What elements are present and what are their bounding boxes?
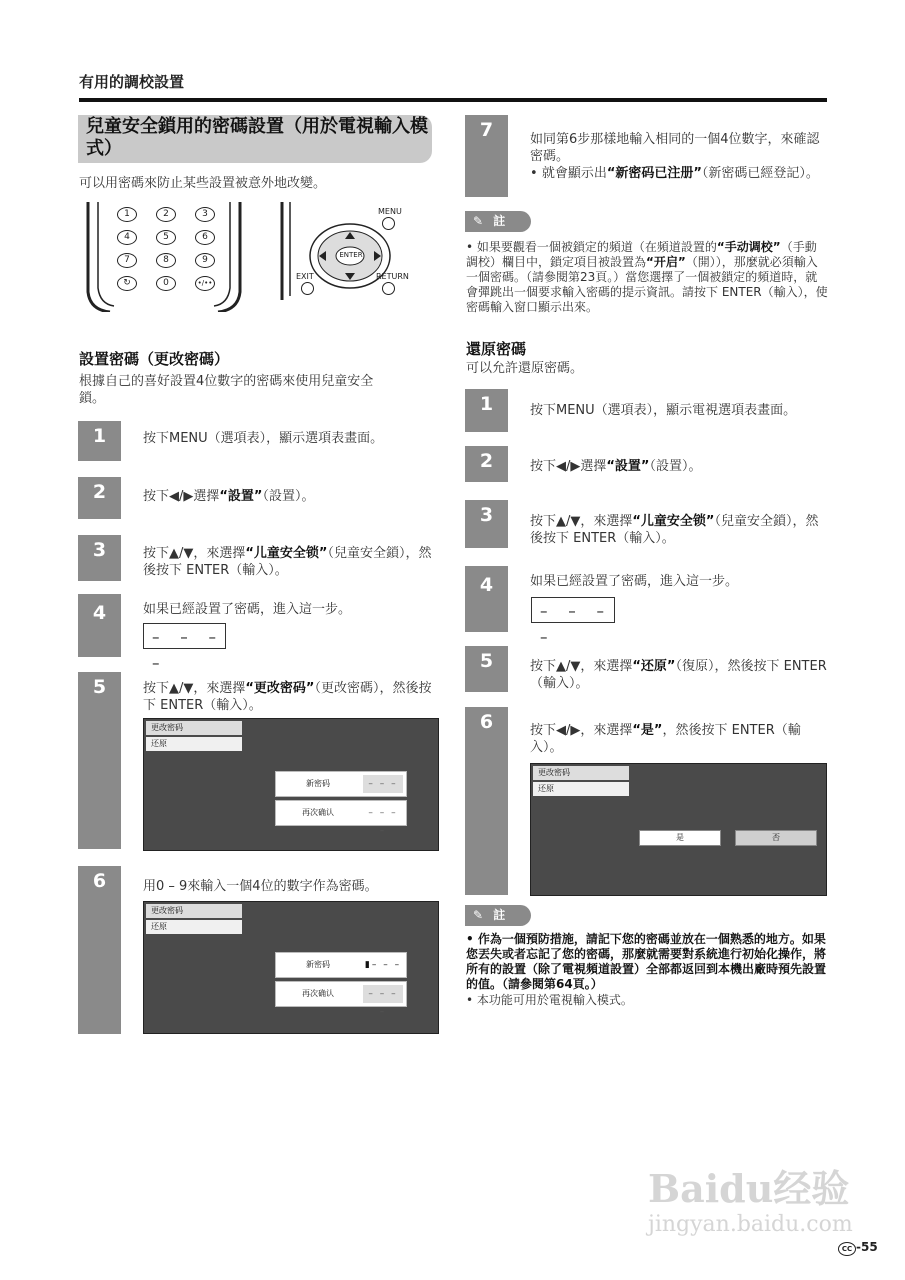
- key-4: 4: [117, 230, 137, 245]
- osd-menu-item: 还原: [533, 782, 629, 796]
- page-title: 兒童安全鎖用的密碼設置（用於電視輸入模式）: [86, 116, 428, 159]
- step-text: 按下◀/▶選擇“設置”（設置）。: [143, 489, 315, 504]
- set-password-heading: 設置密碼（更改密碼）: [79, 350, 230, 368]
- key-6: 6: [195, 230, 215, 245]
- step-text: 如果已經設置了密碼，進入這一步。: [530, 574, 739, 589]
- key-7: 7: [117, 253, 137, 268]
- step-text: 按下▲/▼，來選擇“还原”（復原），然後按下 ENTER（輸入）。: [530, 659, 827, 691]
- note-label: ✎ 註: [465, 905, 531, 926]
- step-tab: 6: [78, 866, 121, 1034]
- reset-password-desc: 可以允許還原密碼。: [466, 361, 584, 376]
- key-9: 9: [195, 253, 215, 268]
- step-text: 按下▲/▼，來選擇“儿童安全锁”（兒童安全鎖），然後按下 ENTER（輸入）。: [143, 546, 432, 578]
- step-tab: 5: [78, 672, 121, 849]
- osd-menu-item: 还原: [146, 920, 242, 934]
- step-text: 按下◀/▶，來選擇“是”，然後按下 ENTER（輸入）。: [530, 723, 801, 755]
- osd-screen: [143, 718, 439, 851]
- remote-illustration: [80, 200, 409, 312]
- new-password-field: 新密码 ▮– – –: [275, 952, 407, 978]
- note-bullet: • 作為一個預防措施，請記下您的密碼並放在一個熟悉的地方。如果您丟失或者忘記了您的密碼，那麼就需要對系統進行初始化操作，將所有的設置（除了電視頻道設置）全部都返回到本機出廠時預先設置的值。（請參閱第64頁。）: [466, 932, 827, 991]
- step-tab: 6: [465, 707, 508, 895]
- confirm-password-field: 再次确认 – – – –: [275, 800, 407, 826]
- note-bullet: • 本功能可用於電視輸入模式。: [466, 993, 633, 1007]
- header-rule: [79, 98, 827, 102]
- enter-key-label: ENTER: [339, 251, 363, 259]
- no-button[interactable]: 否: [735, 830, 817, 846]
- step-text: 如果已經設置了密碼，進入這一步。: [143, 602, 352, 617]
- watermark-logo: Baidu经验: [648, 1166, 850, 1211]
- step-text: 按下▲/▼，來選擇“儿童安全锁”（兒童安全鎖），然後按下 ENTER（輸入）。: [530, 514, 819, 546]
- step-tab: 4: [78, 594, 121, 657]
- new-password-field: 新密码 – – –: [275, 771, 407, 797]
- step-tab: 2: [78, 477, 121, 519]
- key-3: 3: [195, 207, 215, 222]
- step-tab: 5: [465, 646, 508, 692]
- menu-label: MENU: [378, 207, 402, 216]
- key-0: 0: [156, 276, 176, 291]
- note-bullet: • 如果要觀看一個被鎖定的頻道（在頻道設置的“手动调校”（手動調校）欄目中，鎖定項目被設置為“开启”（開）），那麼就必須輸入一個密碼。（請參閱第23頁。）當您選擇了一個被鎖定的頻道時，就會彈跳出一個要求輸入密碼的提示資訊。請按下 ENTER（輸入），使密碼輸入窗口顯示出來。: [466, 240, 828, 314]
- return-label: RETURN: [376, 272, 409, 281]
- password-box: – – – –: [143, 623, 226, 649]
- step-bullet: • 就會顯示出“新密码已注册”（新密碼已經登記）。: [530, 166, 819, 181]
- osd-menu-item: 更改密码: [146, 721, 242, 735]
- section-header: 有用的調校設置: [79, 73, 185, 91]
- step-text: 如同第6步那樣地輸入相同的一個4位數字，來確認密碼。: [530, 132, 820, 164]
- paperclip-icon: ✎: [473, 908, 484, 922]
- osd-screen: [530, 763, 827, 896]
- return-key: [382, 282, 395, 295]
- page-number: CC -55: [838, 1240, 878, 1256]
- flashback-key: ↻: [117, 276, 137, 291]
- exit-key: [301, 282, 314, 295]
- password-box: – – – –: [531, 597, 615, 623]
- osd-screen: [143, 901, 439, 1034]
- confirm-password-field: 再次确认 – – – –: [275, 981, 407, 1007]
- set-password-desc: 根據自己的喜好設置4位數字的密碼來使用兒童安全鎖。: [79, 374, 374, 406]
- key-2: 2: [156, 207, 176, 222]
- osd-menu-item: 还原: [146, 737, 242, 751]
- dot-key: •/••: [195, 276, 215, 291]
- step-text: 按下MENU（選項表），顯示選項表畫面。: [143, 431, 384, 446]
- step-tab: 2: [465, 446, 508, 482]
- watermark-url: jingyan.baidu.com: [648, 1212, 853, 1237]
- step-tab: 1: [465, 389, 508, 432]
- intro-text: 可以用密碼來防止某些設置被意外地改變。: [79, 176, 327, 191]
- step-text: 按下▲/▼，來選擇“更改密码”（更改密碼），然後按下 ENTER（輸入）。: [143, 681, 432, 713]
- note-label: ✎ 註: [465, 211, 531, 232]
- step-tab: 4: [465, 566, 508, 632]
- step-tab: 1: [78, 421, 121, 461]
- reset-password-heading: 還原密碼: [466, 340, 527, 358]
- key-1: 1: [117, 207, 137, 222]
- step-tab: 3: [465, 500, 508, 548]
- osd-menu-item: 更改密码: [533, 766, 629, 780]
- paperclip-icon: ✎: [473, 214, 484, 228]
- cc-badge: CC: [838, 1242, 856, 1256]
- step-text: 按下MENU（選項表），顯示電視選項表畫面。: [530, 403, 797, 418]
- step-text: 按下◀/▶選擇“設置”（設置）。: [530, 459, 702, 474]
- osd-menu-item: 更改密码: [146, 904, 242, 918]
- step-text: 用0 – 9來輸入一個4位的數字作為密碼。: [143, 879, 378, 894]
- yes-button[interactable]: 是: [639, 830, 721, 846]
- key-8: 8: [156, 253, 176, 268]
- step-tab: 7: [465, 115, 508, 197]
- key-5: 5: [156, 230, 176, 245]
- exit-label: EXIT: [296, 272, 314, 281]
- step-tab: 3: [78, 535, 121, 581]
